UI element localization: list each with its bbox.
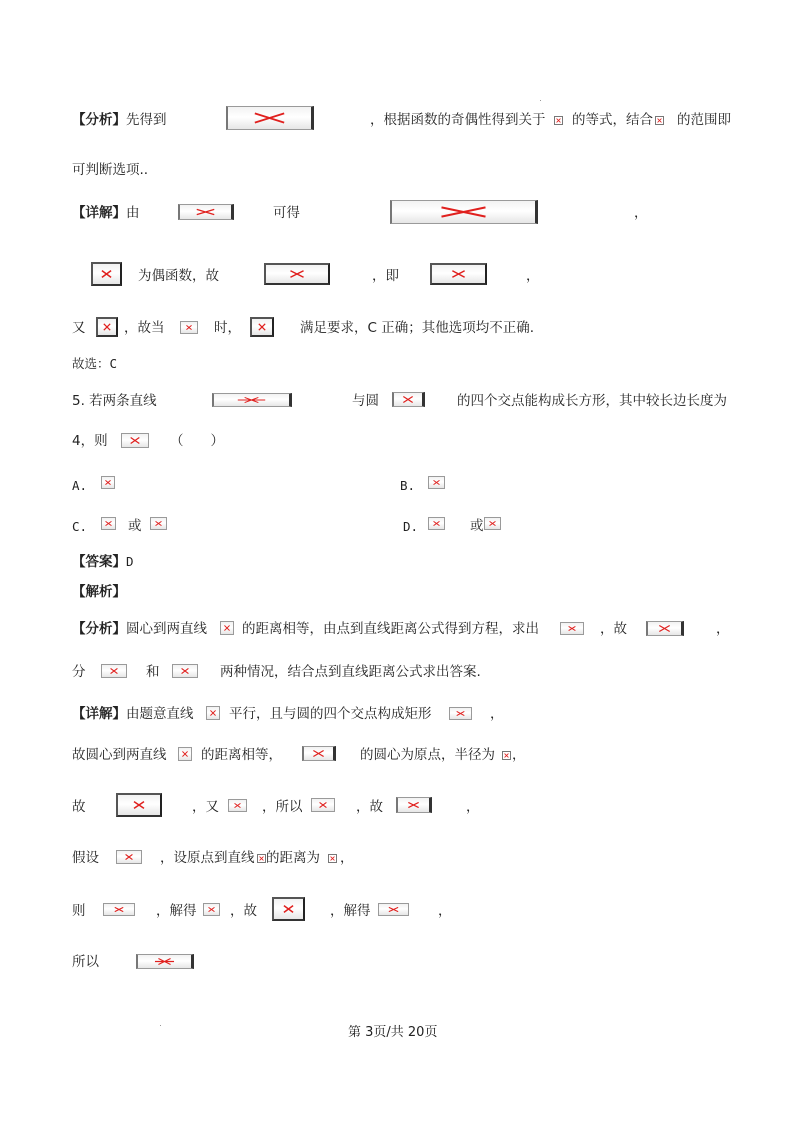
- option-c-image-2: [150, 517, 167, 530]
- text: ，又: [192, 799, 219, 815]
- formula-image-placeholder: [91, 262, 122, 286]
- formula-image-placeholder: [116, 850, 142, 864]
- formula-image-placeholder: [226, 106, 314, 130]
- analysis-line-1c: [572, 110, 653, 130]
- text: 可得: [273, 205, 300, 221]
- broken-image-icon: [329, 855, 336, 862]
- option-b-label: B.: [400, 478, 416, 493]
- text: ，故: [600, 621, 627, 637]
- broken-image-icon: [138, 955, 191, 968]
- text: 圆心到两直线: [126, 621, 207, 637]
- broken-image-icon: [429, 518, 444, 529]
- option-b-image: [428, 476, 445, 489]
- option-c-or: 或: [128, 518, 142, 534]
- detail-2-line-3d: [356, 797, 383, 817]
- text: 又: [72, 320, 86, 336]
- text: ，: [716, 621, 730, 637]
- text: 的范围即: [677, 112, 731, 128]
- broken-image-icon: [229, 800, 246, 811]
- option-d-label: D.: [403, 519, 419, 534]
- broken-image-icon: [555, 117, 562, 124]
- detail-2-line-4b: [160, 848, 255, 868]
- detail-2-line-2c: [360, 745, 495, 765]
- formula-image-placeholder: [121, 433, 149, 448]
- broken-image-icon: [258, 855, 265, 862]
- option-d-image-1: [428, 517, 445, 530]
- formula-image-placeholder: [178, 204, 234, 220]
- formula-image-placeholder: [220, 621, 234, 635]
- detail-2-line-5b: [156, 901, 197, 921]
- formula-image-placeholder: [180, 321, 198, 334]
- option-a-label: A.: [72, 478, 88, 493]
- broken-image-icon: [122, 434, 148, 447]
- formula-image-placeholder: [396, 797, 432, 813]
- broken-image-icon: [394, 393, 422, 406]
- detail-line-2: [138, 266, 219, 286]
- text: 先得到: [126, 112, 167, 128]
- analysis-2-line-2: [72, 662, 86, 682]
- text: 则: [72, 903, 86, 919]
- text: 的四个交点能构成长方形，其中较长边长度为: [457, 393, 727, 409]
- text: ，所以: [262, 799, 303, 815]
- page-footer: 第 3页/共 20页: [348, 1025, 438, 1040]
- formula-image-placeholder: [206, 706, 220, 720]
- formula-image-placeholder: [101, 664, 127, 678]
- broken-image-icon: [181, 322, 197, 333]
- detail-2-line-4d: [340, 848, 354, 868]
- broken-image-icon: [485, 518, 500, 529]
- detail-2-line-5d: [330, 901, 371, 921]
- detail-line-2c: [526, 266, 540, 286]
- detail-line-3c: [214, 318, 241, 338]
- detail-line-1b: [273, 203, 300, 223]
- detail-2-line-2b: [201, 745, 282, 765]
- formula-image-placeholder: [172, 664, 198, 678]
- formula-image-placeholder: [212, 393, 292, 407]
- section-label-jiexi: 【解析】: [72, 584, 126, 600]
- analysis-2-line-2c: [220, 662, 481, 682]
- broken-image-icon: [102, 518, 115, 529]
- broken-image-icon: [304, 747, 333, 760]
- formula-image-placeholder: [302, 746, 336, 761]
- formula-image-placeholder: [311, 798, 335, 812]
- formula-image-placeholder: [264, 263, 330, 285]
- text: ，: [466, 799, 480, 815]
- answer-line: [72, 552, 134, 572]
- formula-image-placeholder: [228, 799, 247, 812]
- detail-line-1: [72, 203, 140, 223]
- detail-2-line-3c: [262, 797, 303, 817]
- text: 故圆心到两直线: [72, 747, 167, 763]
- answer-value: D: [126, 554, 134, 569]
- option-d-image-2: [484, 517, 501, 530]
- formula-image-placeholder: [178, 747, 192, 761]
- text: ，解得: [330, 903, 371, 919]
- formula-image-placeholder: [250, 317, 274, 337]
- text: ，: [526, 268, 540, 284]
- formula-image-placeholder: [392, 392, 425, 407]
- formula-image-placeholder: [646, 621, 684, 636]
- formula-image-placeholder: [203, 903, 220, 916]
- detail-line-3d: [300, 318, 534, 338]
- option-c-label: C.: [72, 519, 88, 534]
- broken-image-icon: [207, 707, 219, 719]
- text: 两种情况，结合点到直线距离公式求出答案.: [220, 664, 481, 680]
- text: 4，则: [72, 433, 108, 449]
- tiny-image-placeholder: [502, 751, 511, 760]
- broken-image-icon: [648, 622, 681, 635]
- speck: [540, 100, 541, 101]
- analysis-line-1b: [370, 110, 546, 130]
- detail-2-line-1c: [490, 704, 504, 724]
- question-5-line-2: [72, 431, 108, 451]
- text: 的等式，结合: [572, 112, 653, 128]
- detail-2-line-1: [72, 704, 194, 724]
- analysis-line-1: [72, 110, 167, 130]
- text: 可判断选项..: [72, 162, 149, 178]
- text: 由: [126, 205, 140, 221]
- detail-2-line-3b: [192, 797, 219, 817]
- broken-image-icon: [252, 319, 272, 335]
- text: 的距离相等，: [201, 747, 282, 763]
- broken-image-icon: [398, 798, 429, 812]
- question-5-line-1b: [352, 391, 379, 411]
- detail-line-3: [72, 318, 86, 338]
- detail-line-1c: [634, 203, 648, 223]
- broken-image-icon: [214, 394, 289, 406]
- broken-image-icon: [429, 477, 444, 488]
- choice-line: [72, 354, 117, 374]
- broken-image-icon: [102, 477, 114, 488]
- broken-image-icon: [204, 904, 219, 915]
- broken-image-icon: [432, 265, 485, 283]
- detail-2-line-5: [72, 901, 86, 921]
- text: ，: [512, 747, 526, 763]
- detail-2-line-6: [72, 952, 99, 972]
- broken-image-icon: [98, 319, 116, 335]
- broken-image-icon: [503, 752, 510, 759]
- section-label-analysis: 【分析】: [72, 112, 126, 128]
- formula-image-placeholder: [378, 903, 409, 916]
- text: ，即: [372, 268, 399, 284]
- text: ，故当: [124, 320, 165, 336]
- broken-image-icon: [93, 264, 120, 284]
- formula-image-placeholder: [116, 793, 162, 817]
- broken-image-icon: [221, 622, 233, 634]
- section-label-answer: 【答案】: [72, 554, 126, 570]
- detail-2-line-4c: [266, 848, 320, 868]
- broken-image-icon: [266, 265, 328, 283]
- detail-2-line-2d: [512, 745, 526, 765]
- analysis-2-line-2b: [146, 662, 160, 682]
- broken-image-icon: [561, 623, 583, 634]
- broken-image-icon: [228, 107, 311, 129]
- analysis-line-1d: [677, 110, 731, 130]
- text: 所以: [72, 954, 99, 970]
- tiny-image-placeholder: [257, 854, 266, 863]
- formula-image-placeholder: [449, 707, 472, 720]
- analysis-2-line-1c: [600, 619, 627, 639]
- question-5-line-2b: [170, 431, 224, 451]
- tiny-image-placeholder: [554, 116, 563, 125]
- detail-line-3b: [124, 318, 165, 338]
- text: 与圆: [352, 393, 379, 409]
- formula-image-placeholder: [272, 897, 305, 921]
- text: 5. 若两条直线: [72, 393, 157, 409]
- option-d-or: 或: [470, 518, 484, 534]
- analysis-heading: [72, 582, 126, 602]
- text: ，设原点到直线: [160, 850, 255, 866]
- text: ，: [634, 205, 648, 221]
- detail-2-line-4: [72, 848, 99, 868]
- broken-image-icon: [379, 904, 408, 915]
- section-label-detail: 【详解】: [72, 706, 126, 722]
- formula-image-placeholder: [390, 200, 538, 224]
- text: 的距离为: [266, 850, 320, 866]
- detail-2-line-1b: [229, 704, 432, 724]
- broken-image-icon: [274, 899, 303, 919]
- text: （ ）: [170, 433, 224, 449]
- option-c-image-1: [101, 517, 116, 530]
- detail-2-line-3: [72, 797, 86, 817]
- detail-2-line-3e: [466, 797, 480, 817]
- text: 假设: [72, 850, 99, 866]
- text: ，根据函数的奇偶性得到关于: [370, 112, 546, 128]
- broken-image-icon: [118, 795, 160, 815]
- analysis-2-line-1d: [716, 619, 730, 639]
- broken-image-icon: [102, 665, 126, 677]
- tiny-image-placeholder: [328, 854, 337, 863]
- text: 的圆心为原点，半径为: [360, 747, 495, 763]
- text: 和: [146, 664, 160, 680]
- formula-image-placeholder: [136, 954, 194, 969]
- text: ，: [490, 706, 504, 722]
- detail-2-line-5c: [230, 901, 257, 921]
- tiny-image-placeholder: [655, 116, 664, 125]
- text: 分: [72, 664, 86, 680]
- analysis-2-line-1b: [242, 619, 539, 639]
- analysis-line-2: [72, 160, 148, 180]
- formula-image-placeholder: [430, 263, 487, 285]
- question-5-line-1: [72, 391, 157, 411]
- detail-line-2b: [372, 266, 399, 286]
- text: 时，: [214, 320, 241, 336]
- broken-image-icon: [117, 851, 141, 863]
- broken-image-icon: [312, 799, 334, 811]
- broken-image-icon: [173, 665, 197, 677]
- text: 由题意直线: [126, 706, 194, 722]
- text: 故: [72, 799, 86, 815]
- formula-image-placeholder: [96, 317, 118, 337]
- formula-image-placeholder: [103, 903, 135, 916]
- text: 平行，且与圆的四个交点构成矩形: [229, 706, 432, 722]
- speck: [160, 1025, 161, 1026]
- broken-image-icon: [151, 518, 166, 529]
- text: ，: [340, 850, 354, 866]
- analysis-2-line-1: [72, 619, 207, 639]
- formula-image-placeholder: [560, 622, 584, 635]
- text: ，故: [356, 799, 383, 815]
- section-label-detail: 【详解】: [72, 205, 126, 221]
- text: 的距离相等，由点到直线距离公式得到方程，求出: [242, 621, 539, 637]
- text: 为偶函数，故: [138, 268, 219, 284]
- text: ，故: [230, 903, 257, 919]
- text: 故选：C: [72, 356, 118, 371]
- text: ，解得: [156, 903, 197, 919]
- broken-image-icon: [656, 117, 663, 124]
- detail-2-line-2: [72, 745, 167, 765]
- text: ，: [438, 903, 452, 919]
- broken-image-icon: [180, 205, 231, 219]
- broken-image-icon: [450, 708, 471, 719]
- detail-2-line-5e: [438, 901, 452, 921]
- section-label-analysis: 【分析】: [72, 621, 126, 637]
- question-5-line-1c: [457, 391, 727, 411]
- option-a-image: [101, 476, 115, 489]
- text: 满足要求，C 正确；其他选项均不正确.: [300, 320, 535, 336]
- broken-image-icon: [179, 748, 191, 760]
- broken-image-icon: [392, 201, 535, 223]
- broken-image-icon: [104, 904, 134, 915]
